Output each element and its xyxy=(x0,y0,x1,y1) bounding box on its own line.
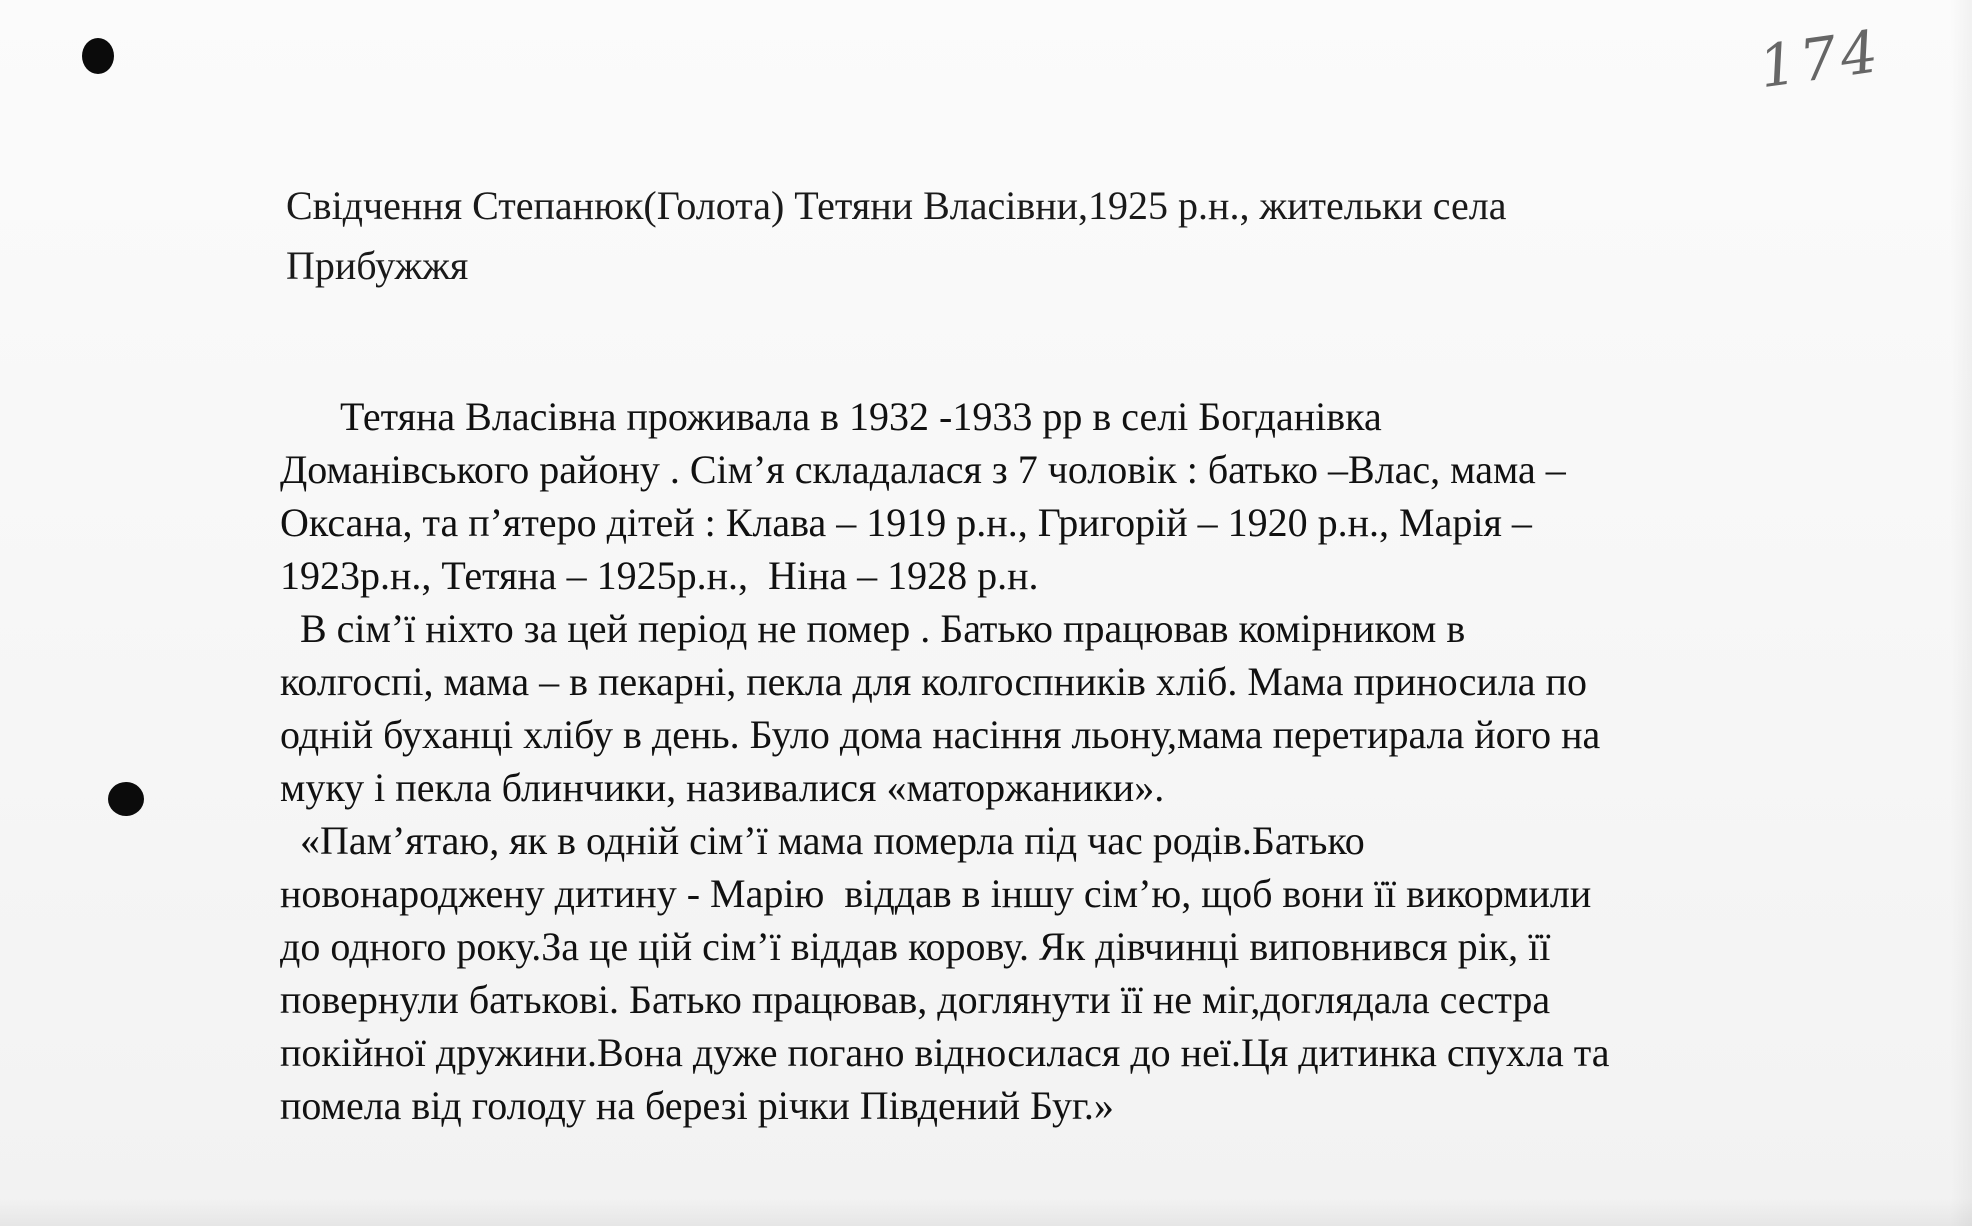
body-line: одній буханці хлібу в день. Було дома насіння льону,мама перетирала його на xyxy=(280,712,1601,757)
body-line: покійної дружини.Вона дуже погано відносилася до неї.Ця дитинка спухла та xyxy=(280,1030,1610,1075)
title-line: Свідчення Степанюк(Голота) Тетяни Власівни,1925 р.н., жительки села xyxy=(286,183,1507,228)
testimony-body xyxy=(280,390,1910,1132)
body-line: Доманівського району . Сім’я складалася з 7 чоловік : батько –Влас, мама – xyxy=(280,447,1566,492)
body-line: В сім’ї ніхто за цей період не помер . Батько працював комірником в xyxy=(280,606,1466,651)
body-line: Оксана, та п’ятеро дітей : Клава – 1919 р.н., Григорій – 1920 р.н., Марія – xyxy=(280,500,1532,545)
handwritten-page-number: 174 xyxy=(1755,16,1887,102)
punch-hole-bottom xyxy=(108,782,144,816)
title-line: Прибужжя xyxy=(286,243,469,288)
body-line: помела від голоду на березі річки Південий Буг.» xyxy=(280,1083,1114,1128)
paper-edge-shadow xyxy=(1950,0,1972,1226)
paper-bottom-shadow xyxy=(0,1198,1972,1226)
body-line: новонароджену дитину - Марію віддав в іншу сім’ю, щоб вони її викормили xyxy=(280,871,1592,916)
document-title xyxy=(286,176,1846,296)
body-line: до одного року.За це цій сім’ї віддав корову. Як дівчинці виповнився рік, її xyxy=(280,924,1551,969)
body-line: колгоспі, мама – в пекарні, пекла для колгоспників хліб. Мама приносила по xyxy=(280,659,1587,704)
body-line: «Пам’ятаю, як в одній сім’ї мама померла під час родів.Батько xyxy=(280,818,1365,863)
body-line: повернули батькові. Батько працював, доглянути її не міг,доглядала сестра xyxy=(280,977,1551,1022)
body-line: муку і пекла блинчики, називалися «маторжаники». xyxy=(280,765,1165,810)
body-line: Тетяна Власівна проживала в 1932 -1933 рр в селі Богданівка xyxy=(280,394,1382,439)
body-line: 1923р.н., Тетяна – 1925р.н., Ніна – 1928 р.н. xyxy=(280,553,1039,598)
punch-hole-top xyxy=(82,38,114,74)
